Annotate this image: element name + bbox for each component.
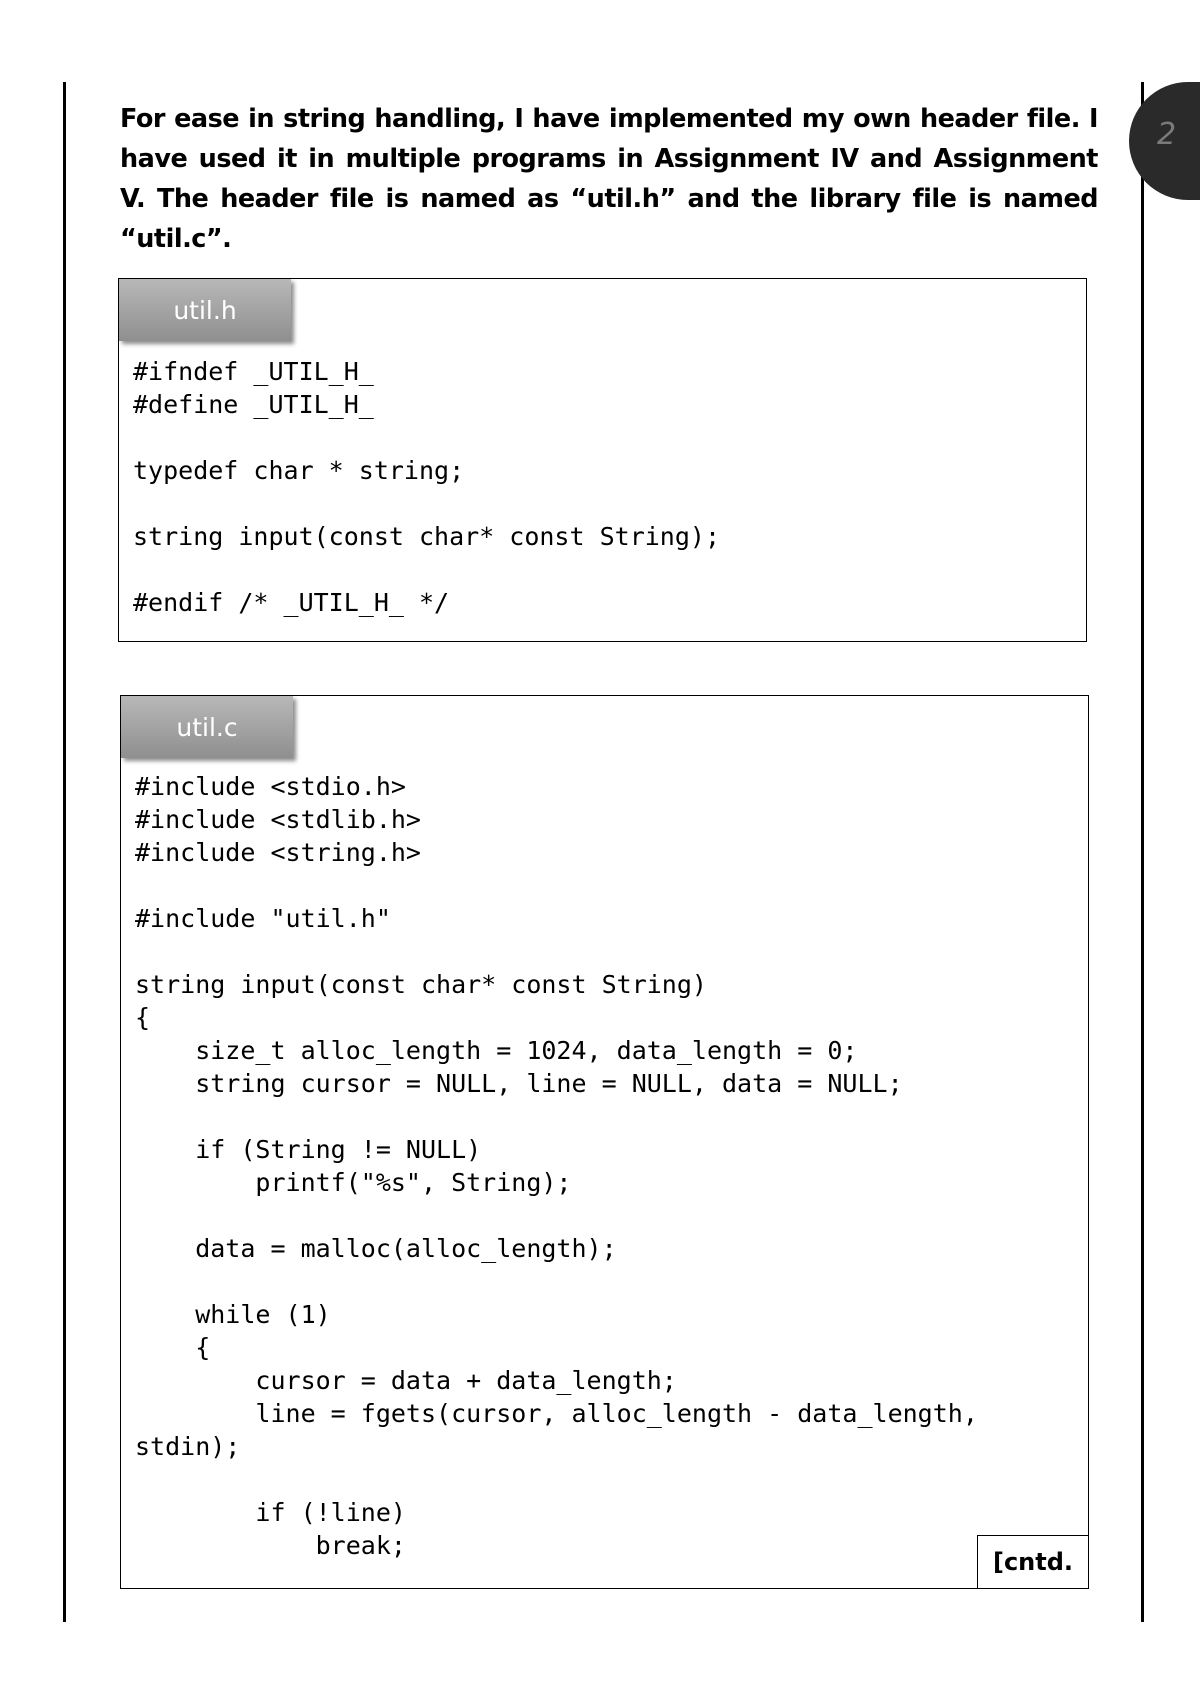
left-margin-line [63, 82, 66, 1622]
header-file-code: #ifndef _UTIL_H_ #define _UTIL_H_ typedef char * string; string input(const char* const String); #endif /* _UTIL_H_ */ [133, 357, 720, 617]
library-file-tab: util.c [121, 696, 293, 758]
library-file-code-box [120, 695, 1089, 1589]
header-file-tab: util.h [119, 279, 291, 341]
library-file-code: #include <stdio.h> #include <stdlib.h> #include <string.h> #include "util.h" string input(const char* const String) { size_t alloc_length = 1024, data_length = 0; string cursor = NULL, line = NULL, data = NULL; if (String != NULL) printf("%s", String); data = malloc(alloc_length); while (1) { cursor = data + data_length; line = fgets(cursor, alloc_length - data_length, stdin); if (!line) break; [135, 772, 978, 1560]
right-margin-line [1141, 82, 1144, 1622]
intro-paragraph: For ease in string handling, I have implemented my own header file. I have used it in multiple programs in Assignment IV and Assignment V. The header file is named as “util.h” and the library file is named “util.c”. [120, 104, 1098, 254]
header-file-code-box [118, 278, 1087, 642]
continued-label: [cntd. [977, 1535, 1089, 1589]
page-number: 2 [1157, 117, 1177, 152]
